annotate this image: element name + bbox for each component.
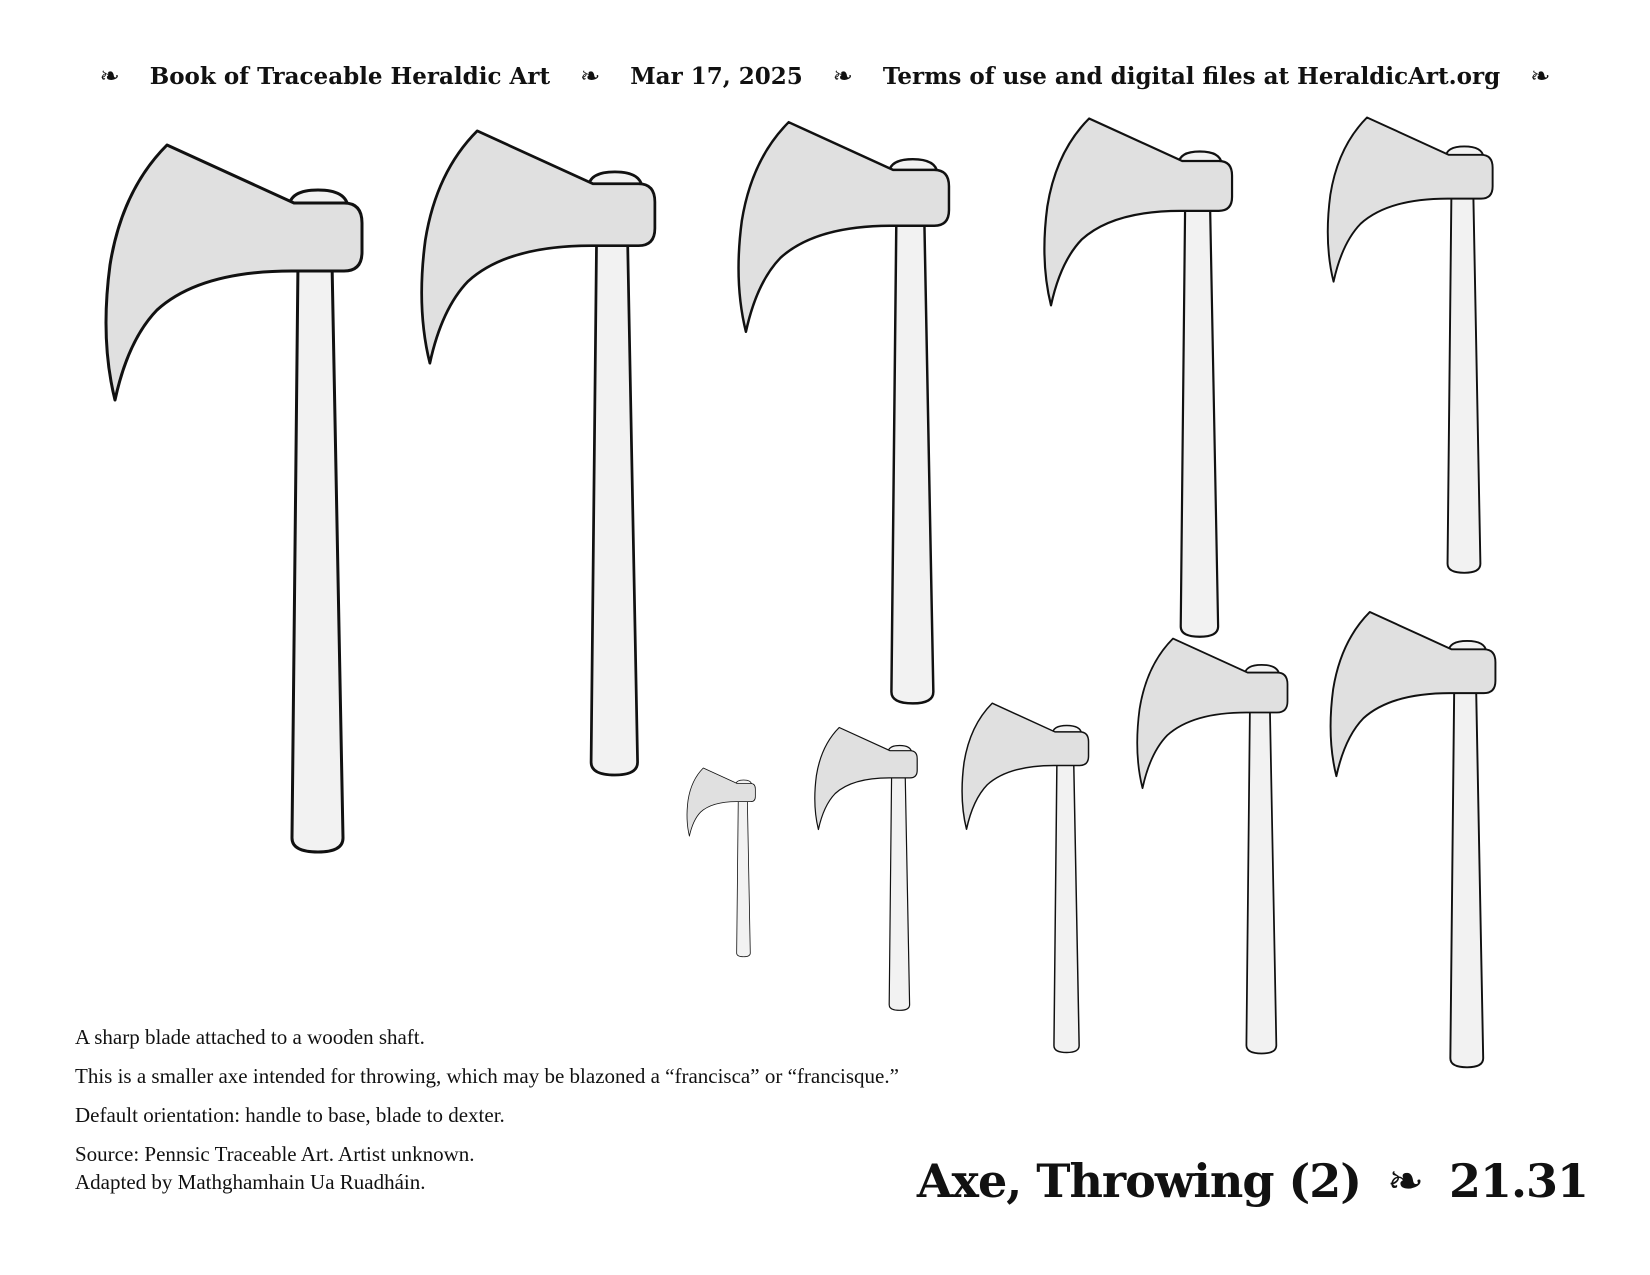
description-line: Default orientation: handle to base, blade to dexter.: [75, 1103, 505, 1127]
fleuron-ornament-icon: ❧: [99, 62, 120, 90]
fleuron-ornament-icon: ❧: [1530, 62, 1551, 90]
fleuron-ornament-icon: ❧: [580, 62, 601, 90]
fleuron-ornament-icon: ❧: [1387, 1155, 1423, 1207]
throwing-axe: [962, 703, 1088, 1052]
entry-number: 21.31: [1448, 1154, 1588, 1208]
throwing-axe: [1137, 639, 1287, 1054]
publication-date: Mar 17, 2025: [630, 62, 803, 90]
book-title: Book of Traceable Heraldic Art: [149, 62, 551, 90]
throwing-axe: [815, 728, 917, 1011]
description-line: A sharp blade attached to a wooden shaft.: [75, 1025, 425, 1049]
terms-of-use: Terms of use and digital files at HeraldicArt.org: [882, 62, 1501, 90]
throwing-axe: [422, 131, 655, 775]
page-title: [917, 1146, 1588, 1216]
adapter-line: Adapted by Mathghamhain Ua Ruadháin.: [75, 1170, 426, 1194]
throwing-axe: [106, 145, 362, 852]
entry-name: Axe, Throwing (2): [916, 1154, 1362, 1208]
throwing-axe: [1331, 612, 1496, 1067]
source-line: Source: Pennsic Traceable Art. Artist unknown.: [75, 1142, 475, 1166]
description-line: This is a smaller axe intended for throwing, which may be blazoned a “francisca” or “francisque.”: [75, 1064, 899, 1088]
throwing-axe: [687, 768, 755, 957]
throwing-axe: [1044, 118, 1232, 636]
throwing-axe: [1328, 117, 1493, 572]
throwing-axe: [739, 122, 949, 703]
fleuron-ornament-icon: ❧: [832, 62, 853, 90]
